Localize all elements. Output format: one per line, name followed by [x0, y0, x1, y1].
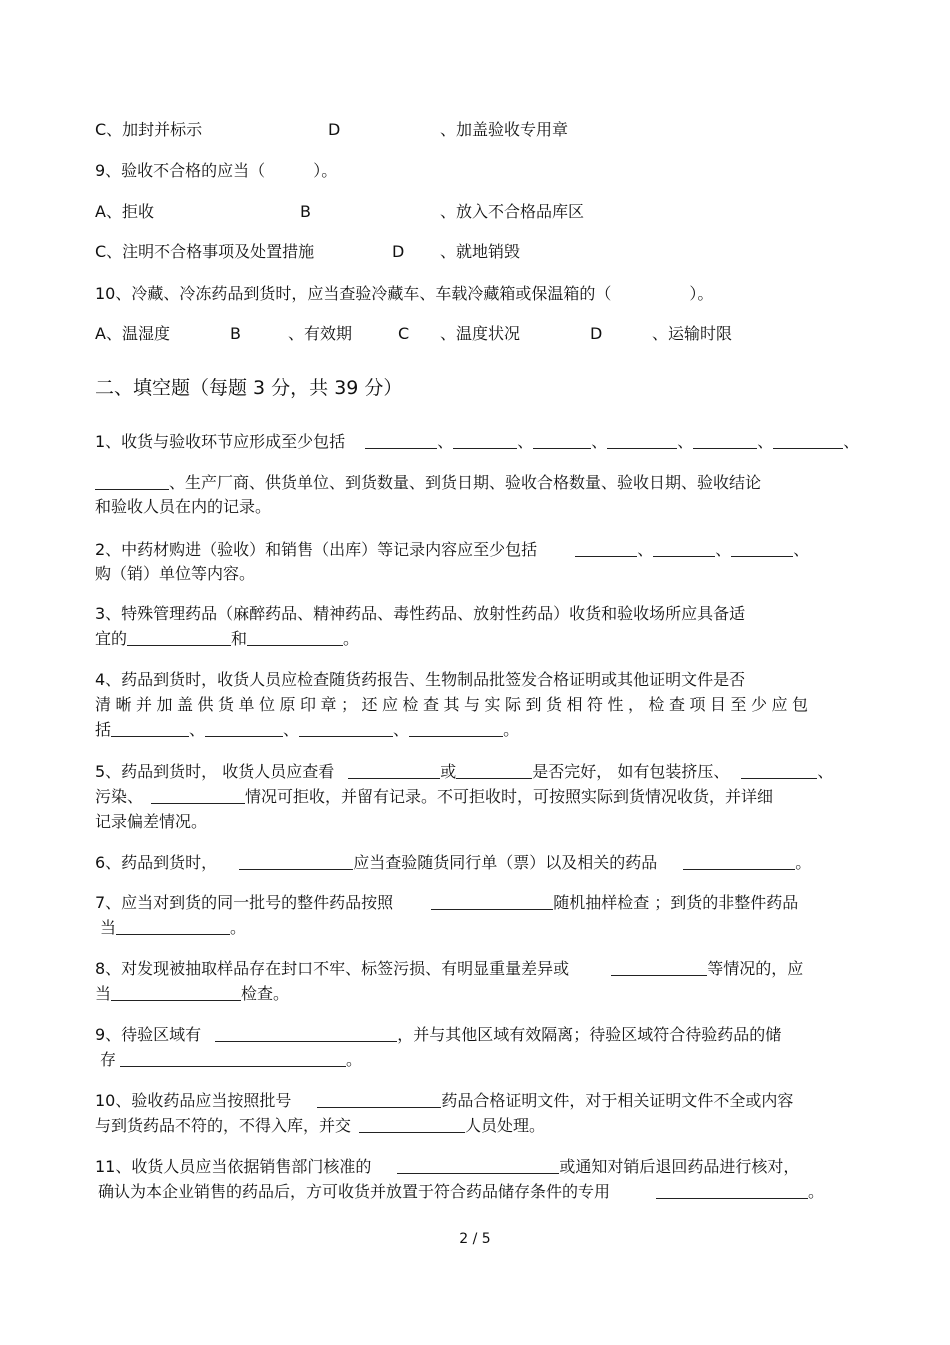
fill-question-1-line-2: 、生产厂商、供货单位、到货数量、到货日期、验收合格数量、验收日期、验收结论 [95, 473, 761, 493]
blank[interactable] [205, 720, 283, 737]
fill-question-7-line-1: 7、应当对到货的同一批号的整件药品按照 随机抽样检查 ；到货的非整件药品 [95, 893, 799, 912]
blank[interactable] [533, 432, 591, 449]
q9-option-c: C、注明不合格事项及处置措施 [95, 242, 315, 261]
q10-option-c-text: 、温度状况 [440, 324, 521, 343]
fill-question-5-line-1: 5、药品到货时， 收货人员应查看 或 是否完好， 如有包装挤压、 、 [95, 762, 834, 781]
fill-question-9-line-2: 存 。 [100, 1050, 363, 1069]
fill-question-4-line-3: 括 、 、 、 。 [95, 720, 520, 739]
blank[interactable] [120, 1050, 346, 1067]
question-10: 10、冷藏、冷冻药品到货时，应当查验冷藏车、车载冷藏箱或保温箱的（ ）。 [95, 284, 714, 303]
q10-option-c-letter: C [398, 324, 410, 343]
fill-question-9-line-1: 9、待验区域有 ，并与其他区域有效隔离；待验区域符合待验药品的储 [95, 1025, 782, 1044]
fill-question-1-line-1: 1、收货与验收环节应形成至少包括 、 、 、 、 、 、 [95, 432, 860, 451]
q9-option-b-letter: B [300, 202, 311, 221]
blank[interactable] [111, 984, 241, 1001]
fill-question-6: 6、药品到货时， 应当查验随货同行单（票）以及相关的药品 。 [95, 853, 812, 872]
question-9: 9、验收不合格的应当（ ）。 [95, 161, 338, 180]
blank[interactable] [127, 629, 231, 646]
fill-question-11-line-1: 11、收货人员应当依据销售部门核准的 或通知对销后退回药品进行核对， [95, 1157, 800, 1176]
blank[interactable] [317, 1091, 441, 1108]
fill-question-4-line-2: 清晰并加盖供货单位原印章；还应检查其与实际到货相符性，检查项目至少应包 [95, 695, 813, 714]
blank[interactable] [299, 720, 393, 737]
q10-option-b-text: 、有效期 [288, 324, 353, 343]
blank[interactable] [359, 1116, 465, 1133]
fill-question-4-line-1: 4、药品到货时，收货人员应检查随货药报告、生物制品批签发合格证明或其他证明文件是否 [95, 670, 746, 689]
blank[interactable] [773, 432, 843, 449]
q10-option-d-letter: D [590, 324, 603, 343]
blank[interactable] [693, 432, 757, 449]
blank[interactable] [731, 540, 793, 557]
blank[interactable] [607, 432, 677, 449]
blank[interactable] [683, 853, 795, 870]
q10-option-b-letter: B [230, 324, 241, 343]
blank[interactable] [575, 540, 637, 557]
blank[interactable] [409, 720, 503, 737]
fill-question-5-line-3: 记录偏差情况。 [95, 812, 208, 831]
blank[interactable] [348, 762, 440, 779]
q8-option-d-text: 、加盖验收专用章 [440, 120, 569, 139]
blank[interactable] [741, 762, 817, 779]
fill-question-11-line-2: 确认为本企业销售的药品后，方可收货并放置于符合药品储存条件的专用 。 [98, 1182, 825, 1201]
fill-question-5-line-2: 污染、 情况可拒收，并留有记录。不可拒收时，可按照实际到货情况收货，并详细 [95, 787, 774, 806]
q8-option-cd: C、加封并标示 [95, 120, 203, 139]
q8-option-d-letter: D [328, 120, 341, 139]
fill-question-10-line-1: 10、验收药品应当按照批号 药品合格证明文件，对于相关证明文件不全或内容 [95, 1091, 794, 1110]
q9-option-b-text: 、放入不合格品库区 [440, 202, 585, 221]
blank[interactable] [247, 629, 343, 646]
fill-question-3-line-1: 3、特殊管理药品（麻醉药品、精神药品、毒性药品、放射性药品）收货和验收场所应具备适 [95, 604, 746, 623]
blank[interactable] [611, 959, 707, 976]
fill-question-8-line-2: 当 检查。 [95, 984, 290, 1003]
blank[interactable] [151, 787, 245, 804]
fill-question-7-line-2: 当 。 [100, 918, 247, 937]
fill-question-2-line-1: 2、中药材购进（验收）和销售（出库）等记录内容应至少包括 、 、 、 [95, 540, 810, 559]
q10-option-d-text: 、运输时限 [652, 324, 733, 343]
q10-option-a: A、温湿度 [95, 324, 170, 343]
blank[interactable] [656, 1182, 808, 1199]
blank[interactable] [116, 918, 230, 935]
fill-question-3-line-2: 宜的 和 。 [95, 629, 360, 648]
q9-option-a: A、拒收 [95, 202, 154, 221]
blank[interactable] [653, 540, 715, 557]
blank[interactable] [239, 853, 353, 870]
section-title: 二、填空题（每题 3 分，共 39 分） [95, 377, 403, 399]
blank[interactable] [453, 432, 517, 449]
blank[interactable] [365, 432, 437, 449]
blank[interactable] [215, 1025, 397, 1042]
q9-option-d-text: 、就地销毁 [440, 242, 521, 261]
q9-option-d-letter: D [392, 242, 405, 261]
fill-question-10-line-2: 与到货药品不符的，不得入库，并交 人员处理。 [95, 1116, 546, 1135]
blank[interactable] [397, 1157, 559, 1174]
fill-question-2-line-2: 购（销）单位等内容。 [95, 564, 256, 583]
blank[interactable] [111, 720, 189, 737]
blank[interactable] [95, 473, 169, 490]
blank[interactable] [431, 893, 553, 910]
fill-question-8-line-1: 8、对发现被抽取样品存在封口不牢、标签污损、有明显重量差异或 等情况的，应 [95, 959, 804, 978]
blank[interactable] [456, 762, 532, 779]
fill-question-1-line-3: 和验收人员在内的记录。 [95, 497, 272, 516]
page-number: 2 / 5 [459, 1231, 491, 1247]
